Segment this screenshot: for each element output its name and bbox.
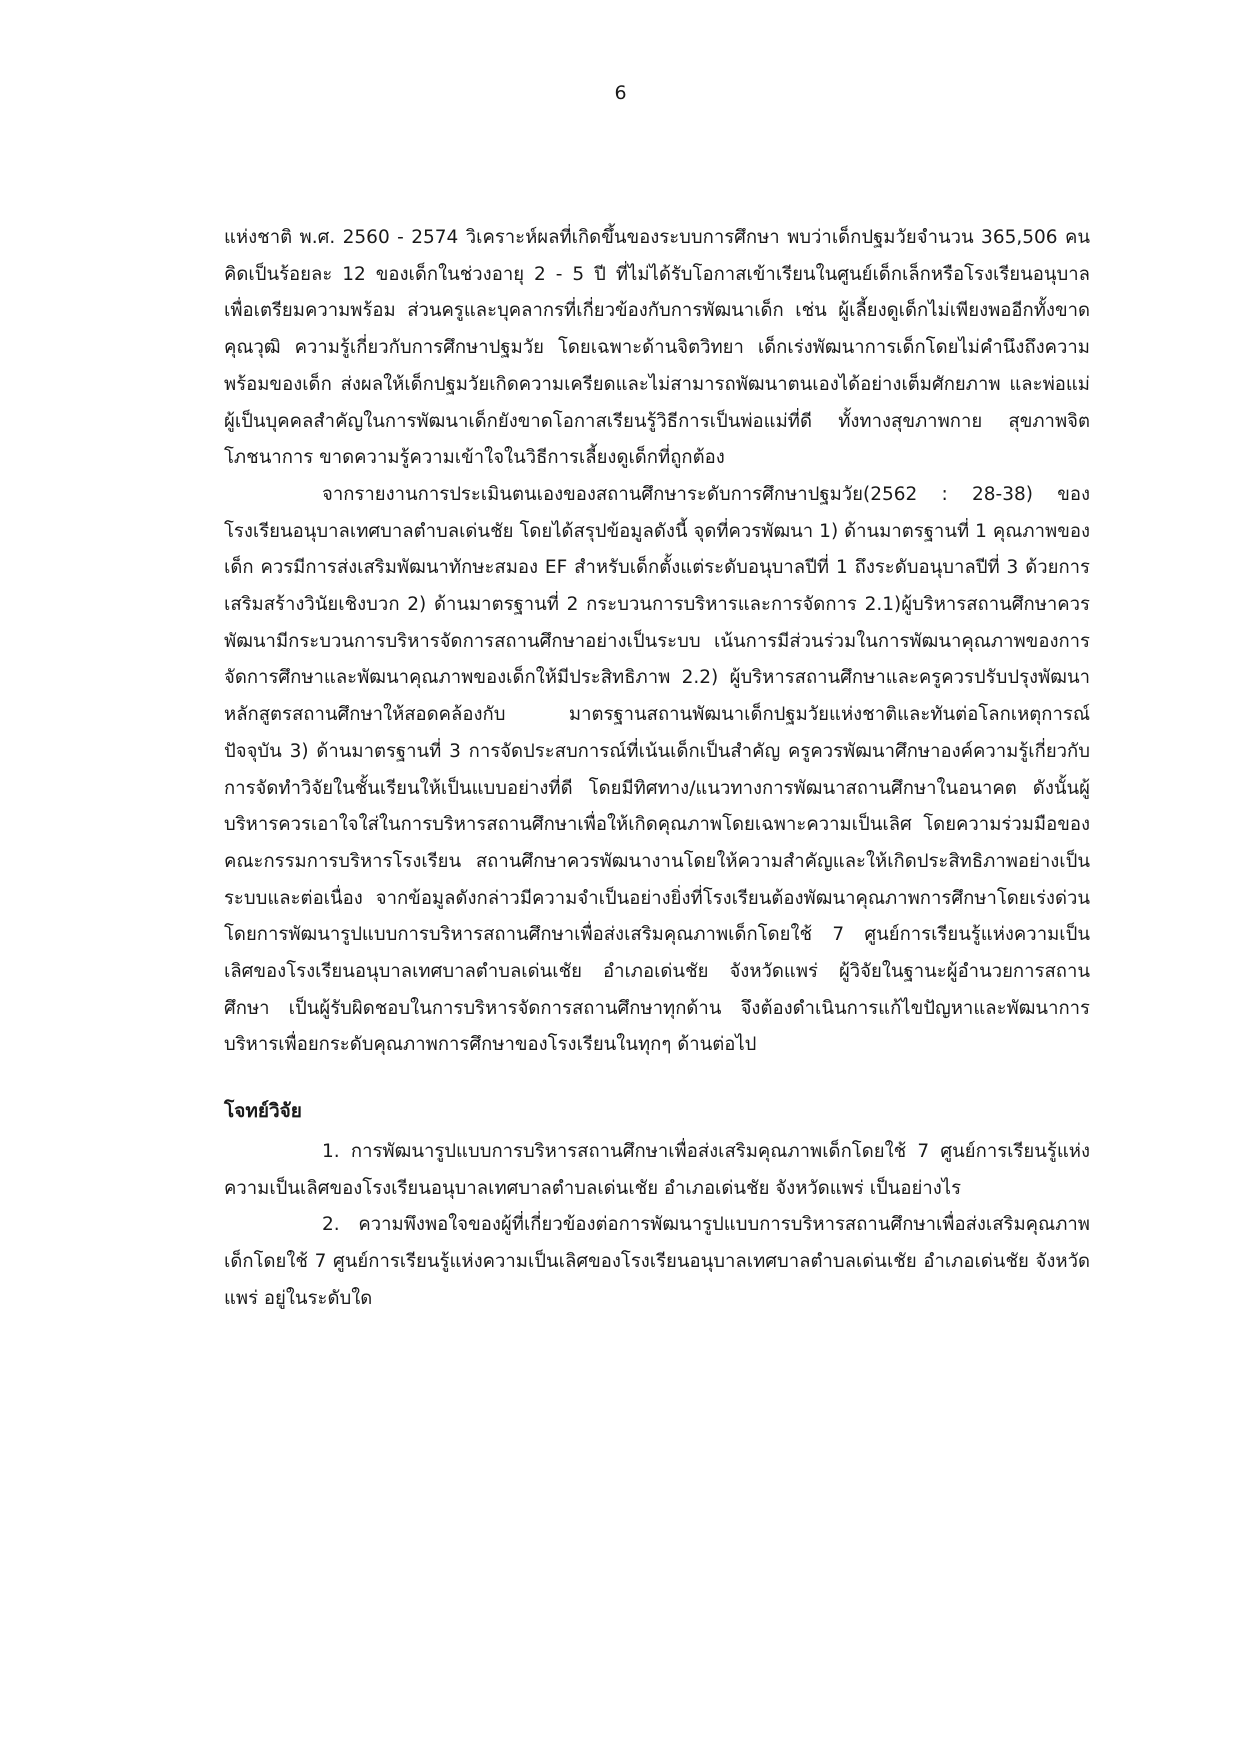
document-body bbox=[224, 220, 1090, 1317]
research-question-2: 2. ความพึงพอใจของผู้ที่เกี่ยวข้องต่อการพัฒนารูปแบบการบริหารสถานศึกษาเพื่อส่งเสริมคุณภาพเด็กโดยใช้ 7 ศูนย์การเรียนรู้แห่งความเป็นเลิศของโรงเรียนอนุบาลเทศบาลตำบลเด่นเชัย อำเภอเด่นชัย จังหวัดแพร่ อยู่ในระดับใด bbox=[224, 1214, 1090, 1309]
section-heading-research-questions: โจทย์วิจัย bbox=[224, 1100, 302, 1123]
paragraph-self-assessment: จากรายงานการประเมินตนเองของสถานศึกษาระดับการศึกษาปฐมวัย(2562 : 28-38) ของโรงเรียนอนุบาลเทศบาลตำบลเด่นชัย โดยได้สรุปข้อมูลดังนี้ จุดที่ควรพัฒนา 1) ด้านมาตรฐานที่ 1 คุณภาพของเด็ก ควรมีการส่งเสริมพัฒนาทักษะสมอง EF สำหรับเด็กตั้งแต่ระดับอนุบาลปีที่ 1 ถึงระดับอนุบาลปีที่ 3 ด้วยการเสริมสร้างวินัยเชิงบวก 2) ด้านมาตรฐานที่ 2 กระบวนการบริหารและการจัดการ 2.1)ผู้บริหารสถานศึกษาควรพัฒนามีกระบวนการบริหารจัดการสถานศึกษาอย่างเป็นระบบ เน้นการมีส่วนร่วมในการพัฒนาคุณภาพของการจัดการศึกษาและพัฒนาคุณภาพของเด็กให้มีประสิทธิภาพ 2.2) ผู้บริหารสถานศึกษาและครูควรปรับปรุงพัฒนาหลักสูตรสถานศึกษาให้สอดคล้องกับ มาตรฐานสถานพัฒนาเด็กปฐมวัยแห่งชาติและทันต่อโลกเหตุการณ์ปัจจุบัน 3) ด้านมาตรฐานที่ 3 การจัดประสบการณ์ที่เน้นเด็กเป็นสำคัญ ครูควรพัฒนาศึกษาองค์ความรู้เกี่ยวกับการจัดทำวิจัยในชั้นเรียนให้เป็นแบบอย่างที่ดี โดยมีทิศทาง/แนวทางการพัฒนาสถานศึกษาในอนาคต ดังนั้นผู้บริหารควรเอาใจใส่ในการบริหารสถานศึกษาเพื่อให้เกิดคุณภาพโดยเฉพาะความเป็นเลิศ โดยความร่วมมือของคณะกรรมการบริหารโรงเรียน สถานศึกษาควรพัฒนางานโดยให้ความสำคัญและให้เกิดประสิทธิภาพอย่างเป็นระบบและต่อเนื่อง จากข้อมูลดังกล่าวมีความจำเป็นอย่างยิ่งที่โรงเรียนต้องพัฒนาคุณภาพการศึกษาโดยเร่งด่วน โดยการพัฒนารูปแบบการบริหารสถานศึกษาเพื่อส่งเสริมคุณภาพเด็กโดยใช้ 7 ศูนย์การเรียนรู้แห่งความเป็นเลิศของโรงเรียนอนุบาลเทศบาลตำบลเด่นเชัย อำเภอเด่นชัย จังหวัดแพร่ ผู้วิจัยในฐานะผู้อำนวยการสถานศึกษา เป็นผู้รับผิดชอบในการบริหารจัดการสถานศึกษาทุกด้าน จึงต้องดำเนินการแก้ไขปัญหาและพัฒนาการบริหารเพื่อยกระดับคุณภาพการศึกษาของโรงเรียนในทุกๆ ด้านต่อไป bbox=[224, 483, 1090, 1056]
paragraph-continuation: แห่งชาติ พ.ศ. 2560 - 2574 วิเคราะห์ผลที่เกิดขึ้นของระบบการศึกษา พบว่าเด็กปฐมวัยจำนวน 365,506 คน คิดเป็นร้อยละ 12 ของเด็กในช่วงอายุ 2 - 5 ปี ที่ไม่ได้รับโอกาสเข้าเรียนในศูนย์เด็กเล็กหรือโรงเรียนอนุบาลเพื่อเตรียมความพร้อม ส่วนครูและบุคลากรที่เกี่ยวข้องกับการพัฒนาเด็ก เช่น ผู้เลี้ยงดูเด็กไม่เพียงพออีกทั้งขาด คุณวุฒิ ความรู้เกี่ยวกับการศึกษาปฐมวัย โดยเฉพาะด้านจิตวิทยา เด็กเร่งพัฒนาการเด็กโดยไม่คำนึงถึงความพร้อมของเด็ก ส่งผลให้เด็กปฐมวัยเกิดความเครียดและไม่สามารถพัฒนาตนเองได้อย่างเต็มศักยภาพ และพ่อแม่ผู้เป็นบุคคลสำคัญในการพัฒนาเด็กยังขาดโอกาสเรียนรู้วิธีการเป็นพ่อแม่ที่ดี ทั้งทางสุขภาพกาย สุขภาพจิต โภชนาการ ขาดความรู้ความเข้าใจในวิธีการเลี้ยงดูเด็กที่ถูกต้อง bbox=[224, 227, 1090, 469]
research-question-1: 1. การพัฒนารูปแบบการบริหารสถานศึกษาเพื่อส่งเสริมคุณภาพเด็กโดยใช้ 7 ศูนย์การเรียนรู้แห่งความเป็นเลิศของโรงเรียนอนุบาลเทศบาลตำบลเด่นเชัย อำเภอเด่นชัย จังหวัดแพร่ เป็นอย่างไร bbox=[224, 1140, 1090, 1199]
page-number: 6 bbox=[614, 82, 627, 104]
